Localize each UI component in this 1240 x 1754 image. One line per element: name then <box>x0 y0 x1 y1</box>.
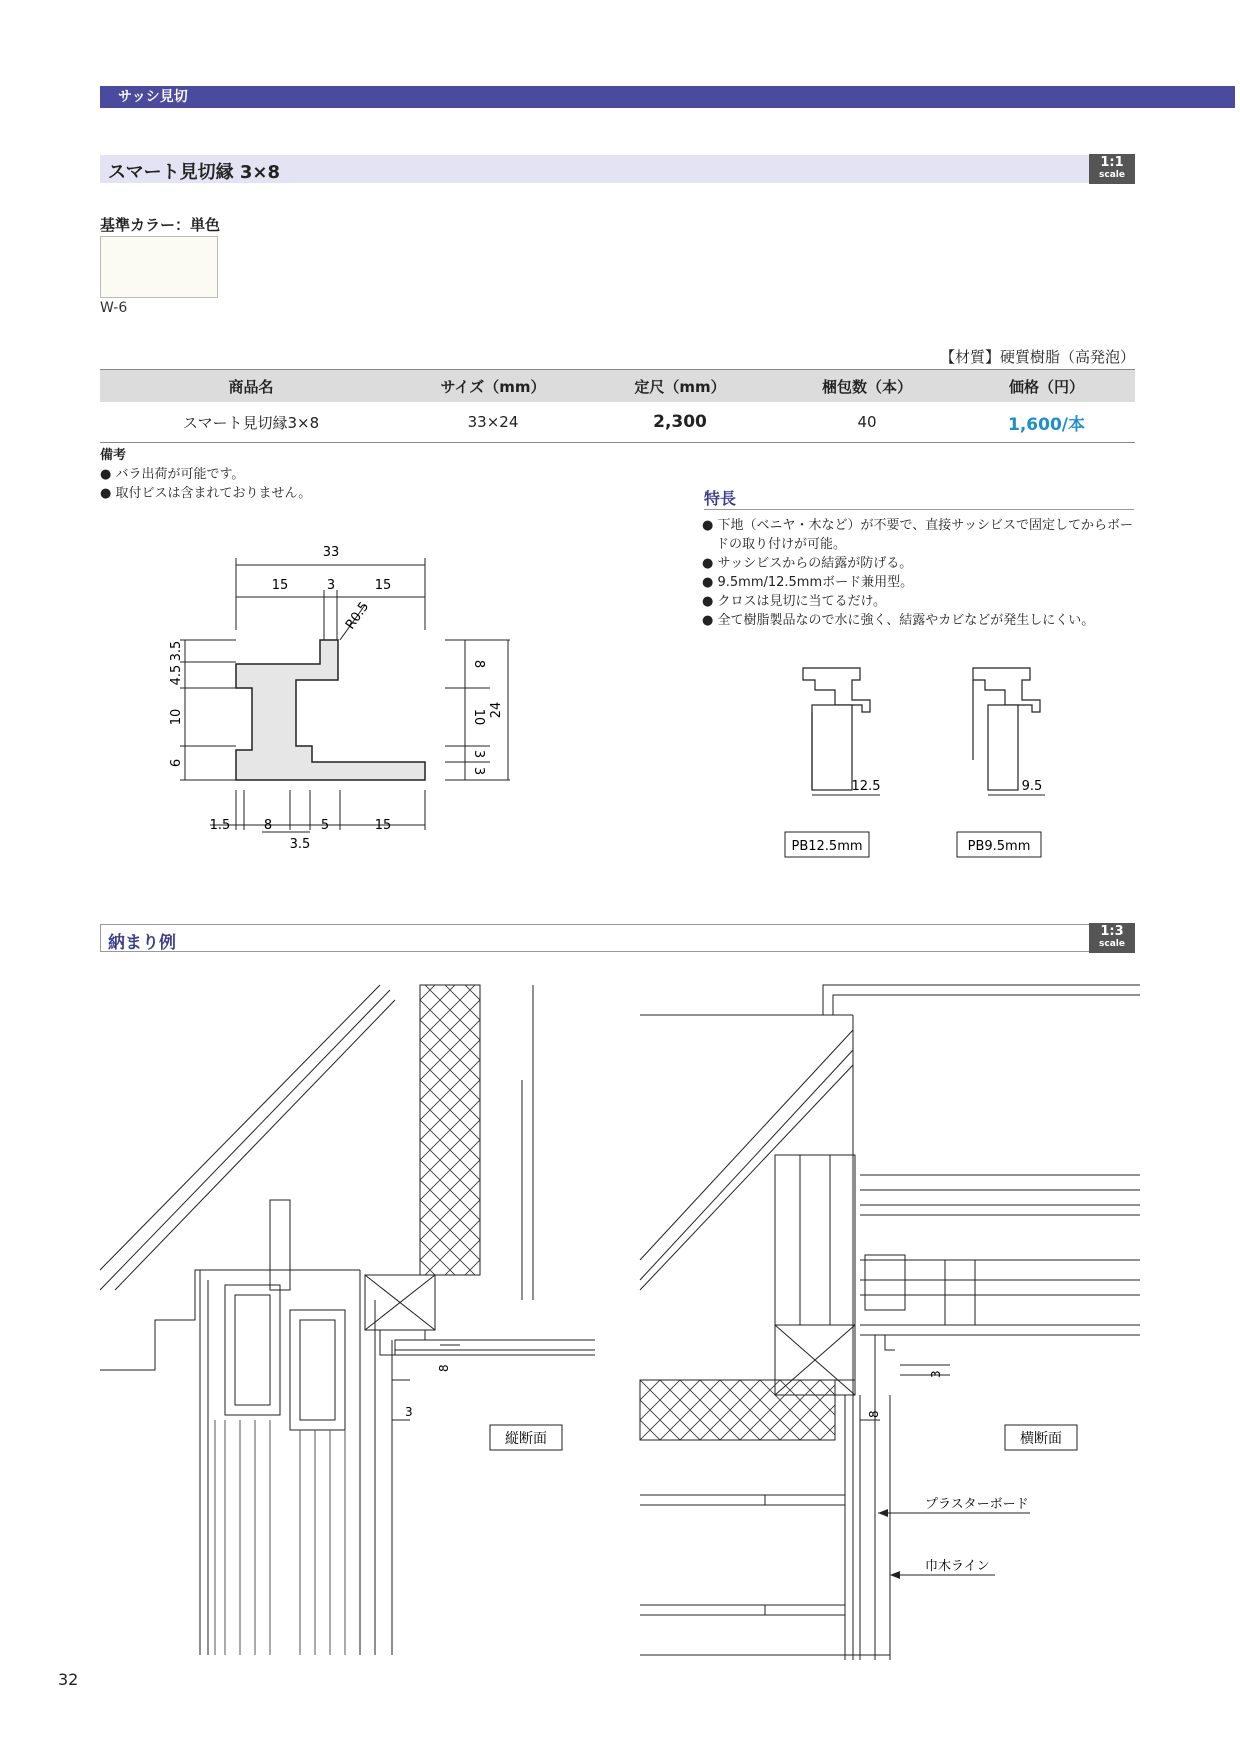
dim-right-3: 3 <box>471 749 486 759</box>
feature-item: ● 9.5mm/12.5mmボード兼用型。 <box>702 575 914 590</box>
feature-item: ● 全て樹脂製品なので水に強く、結露やカビなどが発生しにくい。 <box>702 613 1095 628</box>
color-swatch <box>100 236 218 298</box>
scale-word: scale <box>1099 939 1125 949</box>
dim-left-1: 3.5 <box>169 640 184 662</box>
page-number: 32 <box>58 1670 79 1689</box>
spec-header-row <box>100 370 1135 403</box>
scale-badge-section <box>1089 923 1135 953</box>
header-price: 価格（円） <box>958 370 1135 403</box>
feature-item: ● 下地（ベニヤ・木など）が不要で、直接サッシビスで固定してからボードの取り付けが可能。 <box>702 518 1133 552</box>
color-label: 基準カラー：単色 <box>100 216 221 234</box>
features-divider <box>704 509 1134 510</box>
dim-top-right: 15 <box>374 578 392 593</box>
dim-top-total: 33 <box>322 545 340 560</box>
board-dim-12-5: 12.5 <box>851 779 881 794</box>
board-dim-9-5: 9.5 <box>1021 779 1043 794</box>
note-item: ● 取付ビスは含まれておりません。 <box>100 486 312 501</box>
dim-left-3: 10 <box>169 708 184 726</box>
dim-bottom-4: 15 <box>374 818 392 833</box>
dim-top-left: 15 <box>271 578 289 593</box>
board-label-pb12-5: PB12.5mm <box>791 839 863 854</box>
installation-section-drawings <box>95 980 1140 1660</box>
dim-bottom-3: 5 <box>320 818 330 833</box>
product-title: スマート見切縁 3×8 <box>108 162 281 183</box>
cell-product-name: スマート見切縁3×8 <box>100 402 402 443</box>
features-heading: 特長 <box>704 489 737 508</box>
section-title: 納まり例 <box>108 933 176 953</box>
notes-block <box>100 446 311 503</box>
board-label-pb9-5: PB9.5mm <box>967 839 1031 854</box>
cell-size: 33×24 <box>402 402 584 443</box>
features-list <box>700 516 1140 630</box>
leader-baseboard-line: 巾木ライン <box>925 1559 990 1574</box>
header-size: サイズ（mm） <box>402 370 584 403</box>
header-product-name: 商品名 <box>100 370 402 403</box>
section-title-bar <box>100 924 1135 952</box>
scale-word: scale <box>1099 170 1125 180</box>
dim-radius: R0.5 <box>342 599 373 633</box>
dim-right-total: 24 <box>489 701 504 719</box>
feature-item: ● サッシビスからの結露が防げる。 <box>702 556 913 571</box>
category-label: サッシ見切 <box>118 89 188 105</box>
dim-bottom-1: 1.5 <box>209 818 231 833</box>
h-dim-3: 3 <box>929 1370 943 1378</box>
v-dim-8: 8 <box>437 1364 451 1372</box>
dim-bottom-2: 8 <box>263 818 273 833</box>
vertical-section-label: 縦断面 <box>505 1431 547 1447</box>
category-bar <box>100 86 1235 108</box>
board-examples-drawing <box>780 660 1080 870</box>
note-item: ● バラ出荷が可能です。 <box>100 467 245 482</box>
cell-pack-qty: 40 <box>776 402 958 443</box>
cell-price: 1,600/本 <box>958 402 1135 443</box>
dim-right-4: 3 <box>471 766 486 776</box>
feature-item: ● クロスは見切に当てるだけ。 <box>702 594 886 609</box>
dim-top-mid: 3 <box>326 578 336 593</box>
scale-ratio: 1:3 <box>1100 924 1124 939</box>
cell-length: 2,300 <box>584 402 776 443</box>
v-dim-3: 3 <box>405 1405 413 1419</box>
dim-bottom-sub: 3.5 <box>289 837 311 852</box>
scale-badge-top <box>1089 154 1135 184</box>
horizontal-section-label: 横断面 <box>1020 1431 1062 1447</box>
header-pack-qty: 梱包数（本） <box>776 370 958 403</box>
dim-left-2: 4.5 <box>169 664 184 686</box>
scale-ratio: 1:1 <box>1100 155 1124 170</box>
color-code: W-6 <box>100 300 128 316</box>
dim-right-2: 10 <box>471 708 486 726</box>
header-length: 定尺（mm） <box>584 370 776 403</box>
dim-left-4: 6 <box>169 758 184 768</box>
leader-plasterboard: プラスターボード <box>925 1497 1029 1512</box>
material-note: 【材質】硬質樹脂（高発泡） <box>939 348 1135 366</box>
notes-heading: 備考 <box>100 448 127 463</box>
dim-right-1: 8 <box>471 659 486 669</box>
h-dim-8: 8 <box>867 1410 881 1418</box>
profile-drawing <box>150 535 530 855</box>
spec-table <box>100 369 1135 443</box>
spec-row <box>100 402 1135 443</box>
